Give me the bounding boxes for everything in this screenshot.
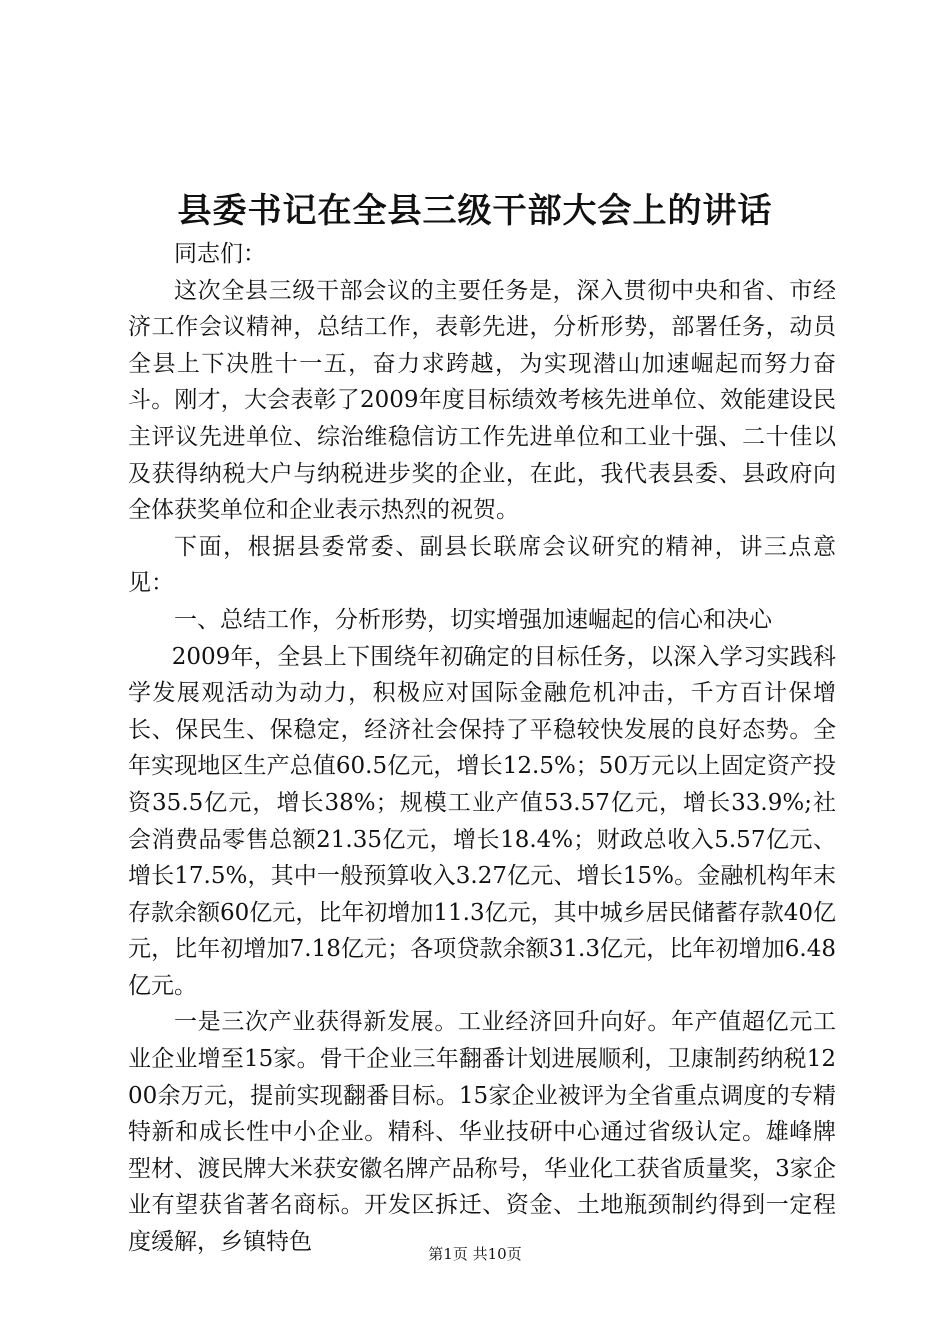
industry-paragraph: 一是三次产业获得新发展。工业经济回升向好。年产值超亿元工业企业增至15家。骨干企业三年翻番计划进展顺利，卫康制药纳税1200余万元，提前实现翻番目标。15家企业被评为全省重点调度的专精特新和成长性中小企业。精科、华业技研中心通过省级认定。雄峰牌型材、渡民牌大米获安徽名牌产品称号，华业化工获省质量奖，3家企业有望获省著名商标。开发区拆迁、资金、土地瓶颈制约得到一定程度缓解，乡镇特色: [128, 1009, 836, 1256]
intro-paragraph: 这次全县三级干部会议的主要任务是，深入贯彻中央和省、市经济工作会议精神，总结工作，表彰先进，分析形势，部署任务，动员全县上下决胜十一五，奋力求跨越，为实现潜山加速崛起而努力奋斗。刚才，大会表彰了2009年度目标绩效考核先进单位、效能建设民主评议先进单位、综治维稳信访工作先进单位和工业十强、二十佳以及获得纳税大户与纳税进步奖的企业，在此，我代表县委、县政府向全体获奖单位和企业表示热烈的祝贺。: [128, 277, 836, 524]
document-body: [128, 236, 836, 1261]
outline-paragraph: 下面，根据县委常委、副县长联席会议研究的精神，讲三点意见：: [128, 533, 836, 597]
salutation-paragraph: 同志们：: [174, 241, 266, 267]
document-title: 县委书记在全县三级干部大会上的讲话: [177, 191, 773, 231]
statistics-paragraph: 2009年，全县上下围绕年初确定的目标任务，以深入学习实践科学发展观活动为动力，积极应对国际金融危机冲击，千方百计保增长、保民生、保稳定，经济社会保持了平稳较快发展的良好态势。全年实现地区生产总值60.5亿元，增长12.5%；50万元以上固定资产投资35.5亿元，增长38%；规模工业产值53.57亿元，增长33.9%;社会消费品零售总额21.35亿元，增长18.4%；财政总收入5.57亿元、增长17.5%，其中一般预算收入3.27亿元、增长15%。金融机构年末存款余额60亿元，比年初增加11.3亿元，其中城乡居民储蓄存款40亿元，比年初增加7.18亿元；各项贷款余额31.3亿元，比年初增加6.48亿元。: [128, 643, 836, 999]
page-footer: 第1页 共10页: [428, 1245, 522, 1263]
section-heading: 一、总结工作，分析形势，切实增强加速崛起的信心和决心: [174, 606, 772, 633]
